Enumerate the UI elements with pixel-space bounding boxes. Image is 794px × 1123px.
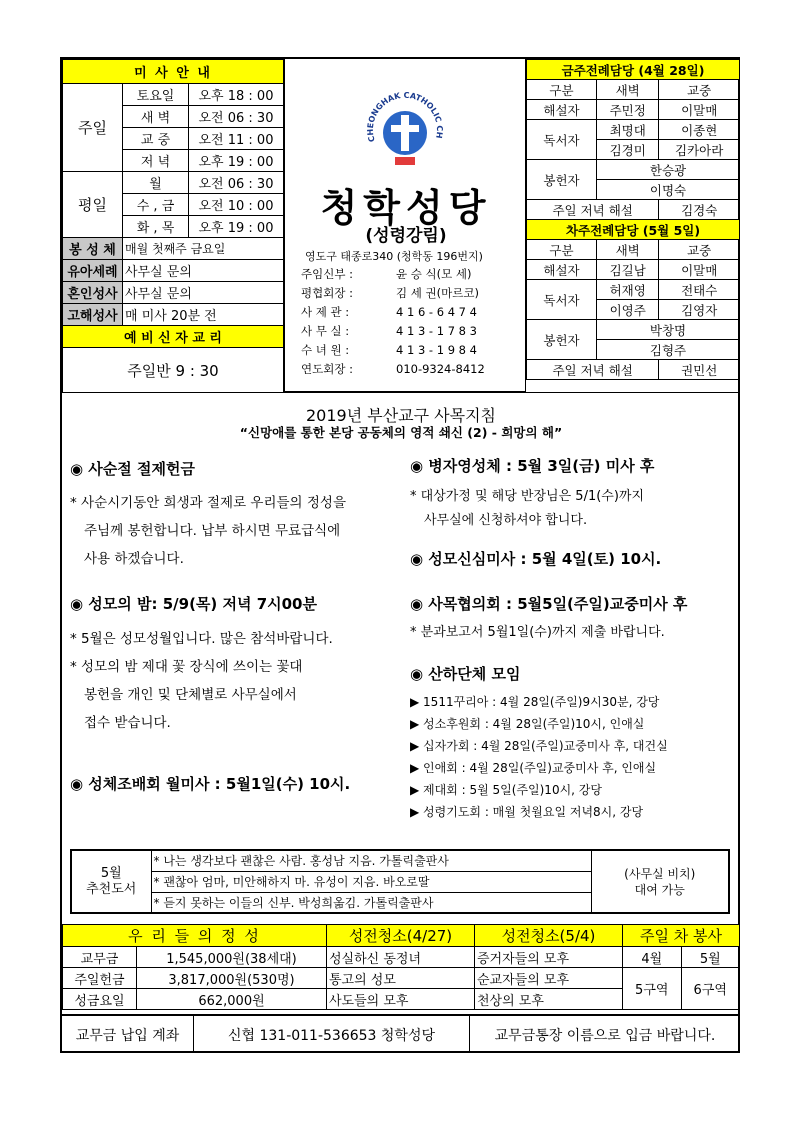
duty-person: 한승광 bbox=[597, 160, 740, 180]
clean1-title: 성전청소(4/27) bbox=[327, 925, 475, 947]
sunday-label: 주일 bbox=[63, 84, 123, 172]
mass-time: 오후 19 : 00 bbox=[189, 150, 284, 172]
mass-day: 월 bbox=[123, 172, 189, 194]
books-note-line: 대여 가능 bbox=[634, 882, 685, 897]
duty-person: 이영주 bbox=[597, 300, 659, 320]
duty-person: 이종현 bbox=[659, 120, 740, 140]
books-label bbox=[71, 850, 151, 913]
mass-day: 화 , 목 bbox=[123, 216, 189, 238]
books-note-line: (사무실 비치) bbox=[624, 866, 696, 881]
offering-label: 교무금 bbox=[63, 947, 137, 968]
book-item: * 괜찮아 엄마, 미안해하지 마. 유성이 지음. 바오로딸 bbox=[151, 871, 591, 892]
notice-text: * 성모의 밤 제대 꽃 장식에 쓰이는 꽃대 bbox=[70, 659, 303, 675]
offering-label: 주일헌금 bbox=[63, 968, 137, 989]
offering-value: 662,000원 bbox=[137, 989, 327, 1010]
book-item: * 나는 생각보다 괜찮은 사람. 홍성남 지음. 가톨릭출판사 bbox=[151, 850, 591, 871]
duty-person: 이말매 bbox=[659, 260, 740, 280]
service-zone: 5구역 bbox=[623, 968, 682, 1010]
group-item: ▶ 1511꾸리아 : 4월 28일(주일)9시30분, 강당 bbox=[410, 695, 660, 709]
payment-footer bbox=[62, 1014, 740, 1053]
notice-text: 주님께 봉헌합니다. 납부 하시면 무료급식에 bbox=[84, 523, 341, 539]
church-logo bbox=[355, 79, 455, 179]
duty-role: 독서자 bbox=[527, 120, 597, 160]
mass-time: 오전 06 : 30 bbox=[189, 106, 284, 128]
duty-head: 새벽 bbox=[597, 240, 659, 260]
notices bbox=[62, 392, 740, 852]
group-item: ▶ 십자가회 : 4월 28일(주일)교중미사 후, 대건실 bbox=[410, 739, 668, 753]
duty-person: 전태수 bbox=[659, 280, 740, 300]
notice-text: 봉헌을 개인 및 단체별로 사무실에서 bbox=[84, 687, 297, 703]
offering-label: 성금요일 bbox=[63, 989, 137, 1010]
duty-role: 봉헌자 bbox=[527, 160, 597, 200]
offering-title: 우 리 들 의 정 성 bbox=[63, 925, 327, 947]
staff-role: 사 제 관 : bbox=[301, 305, 350, 319]
duty-person: 김영자 bbox=[659, 300, 740, 320]
staff-value: 윤 승 식(모 세) bbox=[396, 267, 472, 281]
pastoral-subtitle: “신망애를 통한 본당 공동체의 영적 쇄신 (2) - 희망의 해” bbox=[239, 425, 563, 440]
notice-text: * 대상가정 및 해당 반장님은 5/1(수)까지 bbox=[410, 489, 645, 504]
duty-person: 김카아라 bbox=[659, 140, 740, 160]
next-week-title: 차주전례담당 (5월 5일) bbox=[527, 220, 740, 240]
footer-note: 교무금통장 이름으로 입금 바랍니다. bbox=[494, 1027, 716, 1044]
duty-head: 구분 bbox=[527, 80, 597, 100]
group-item: ▶ 인애회 : 4월 28일(주일)교중미사 후, 인애실 bbox=[410, 761, 657, 775]
catechism-title: 예 비 신 자 교 리 bbox=[63, 326, 284, 348]
group-item: ▶ 제대회 : 5월 5일(주일)10시, 강당 bbox=[410, 783, 602, 797]
clean1-item: 통고의 성모 bbox=[327, 968, 475, 989]
staff-value: 4 1 3 - 1 9 8 4 bbox=[396, 343, 477, 357]
duty-person: 이명숙 bbox=[597, 180, 740, 200]
church-address: 영도구 태종로340 (청학동 196번지) bbox=[305, 250, 483, 263]
group-item: ▶ 성소후원회 : 4월 28일(주일)10시, 인애실 bbox=[410, 717, 645, 731]
staff-role: 수 녀 원 : bbox=[301, 343, 350, 357]
offering-value: 3,817,000원(530명) bbox=[137, 968, 327, 989]
notice-title: ◉ 병자영성체 : 5월 3일(금) 미사 후 bbox=[410, 457, 655, 475]
sacrament-label: 유아세례 bbox=[63, 260, 123, 282]
staff-value: 4 1 6 - 6 4 7 4 bbox=[396, 305, 477, 319]
mass-time: 오후 19 : 00 bbox=[189, 216, 284, 238]
sacrament-value: 매월 첫째주 금요일 bbox=[123, 238, 284, 260]
notice-title: ◉ 사순절 절제헌금 bbox=[70, 460, 195, 478]
service-month: 5월 bbox=[681, 947, 740, 968]
clean2-item: 증거자들의 모후 bbox=[475, 947, 623, 968]
mass-day: 새 벽 bbox=[123, 106, 189, 128]
offering-tables bbox=[62, 924, 740, 1010]
footer-label: 교무금 납입 계좌 bbox=[62, 1016, 194, 1053]
duty-role: 독서자 bbox=[527, 280, 597, 320]
duty-head: 새벽 bbox=[597, 80, 659, 100]
mass-day: 토요일 bbox=[123, 84, 189, 106]
recommended-books bbox=[70, 849, 730, 914]
notice-text: 사무실에 신청하셔야 합니다. bbox=[424, 513, 588, 528]
duty-person: 박창명 bbox=[597, 320, 740, 340]
book-item: * 듣지 못하는 이들의 신부. 박성희옮김. 가톨릭출판사 bbox=[151, 892, 591, 913]
service-zone: 6구역 bbox=[681, 968, 740, 1010]
duty-person: 김형주 bbox=[597, 340, 740, 360]
clean2-item: 천상의 모후 bbox=[475, 989, 623, 1010]
books-label-month: 5월 bbox=[100, 865, 122, 881]
bulletin-frame bbox=[60, 57, 740, 1053]
staff-role: 사 무 실 : bbox=[301, 324, 350, 338]
duty-person: 권민선 bbox=[659, 360, 740, 380]
sacrament-label: 고해성사 bbox=[63, 304, 123, 326]
notice-title: ◉ 사목협의회 : 5월5일(주일)교중미사 후 bbox=[410, 595, 688, 613]
notice-text: 사용 하겠습니다. bbox=[84, 551, 184, 567]
mass-title: 미 사 안 내 bbox=[63, 60, 284, 84]
church-info bbox=[284, 59, 526, 392]
liturgy-duty bbox=[526, 59, 740, 380]
logo-text: CHEONGHAK CATHOLIC CH bbox=[365, 90, 445, 143]
this-week-title: 금주전례담당 (4월 28일) bbox=[527, 60, 740, 80]
footer-account: 신협 131-011-536653 청학성당 bbox=[194, 1016, 470, 1053]
sacrament-value: 사무실 문의 bbox=[123, 282, 284, 304]
duty-person: 김경숙 bbox=[659, 200, 740, 220]
mass-day: 저 녁 bbox=[123, 150, 189, 172]
service-month: 4월 bbox=[623, 947, 682, 968]
catechism-time: 주일반 9 : 30 bbox=[63, 348, 284, 393]
duty-head: 교중 bbox=[659, 240, 740, 260]
weekday-label: 평일 bbox=[63, 172, 123, 238]
duty-role: 해설자 bbox=[527, 100, 597, 120]
notice-text: * 사순시기동안 희생과 절제로 우리들의 정성을 bbox=[70, 495, 346, 511]
staff-value: 4 1 3 - 1 7 8 3 bbox=[396, 324, 477, 338]
sacrament-value: 사무실 문의 bbox=[123, 260, 284, 282]
notice-text: 접수 받습니다. bbox=[84, 715, 171, 731]
notice-text: * 5월은 성모성월입니다. 많은 참석바랍니다. bbox=[70, 631, 333, 647]
sacrament-value: 매 미사 20분 전 bbox=[123, 304, 284, 326]
notice-title: ◉ 성체조배회 월미사 : 5월1일(수) 10시. bbox=[70, 775, 351, 793]
notice-text: * 분과보고서 5월1일(수)까지 제출 바랍니다. bbox=[410, 625, 665, 640]
sacrament-label: 혼인성사 bbox=[63, 282, 123, 304]
pastoral-title: 2019년 부산교구 사목지침 bbox=[306, 406, 496, 425]
notice-title: ◉ 산하단체 모임 bbox=[410, 665, 521, 683]
books-note bbox=[591, 850, 729, 913]
duty-person: 김길남 bbox=[597, 260, 659, 280]
clean1-item: 사도들의 모후 bbox=[327, 989, 475, 1010]
church-name: 청학성당 bbox=[320, 186, 492, 230]
staff-role: 주임신부 : bbox=[301, 267, 353, 281]
notice-title: ◉ 성모신심미사 : 5월 4일(토) 10시. bbox=[410, 550, 662, 568]
service-title: 주일 차 봉사 bbox=[623, 925, 740, 947]
duty-head: 교중 bbox=[659, 80, 740, 100]
offering-value: 1,545,000원(38세대) bbox=[137, 947, 327, 968]
duty-person: 최명대 bbox=[597, 120, 659, 140]
mass-day: 수 , 금 bbox=[123, 194, 189, 216]
staff-value: 010-9324-8412 bbox=[396, 362, 485, 376]
mass-time: 오전 11 : 00 bbox=[189, 128, 284, 150]
church-subtitle: (성령강림) bbox=[365, 226, 447, 246]
mass-time: 오전 06 : 30 bbox=[189, 172, 284, 194]
mass-schedule bbox=[62, 59, 284, 393]
sacrament-label: 봉 성 체 bbox=[63, 238, 123, 260]
duty-person: 허재영 bbox=[597, 280, 659, 300]
notice-title: ◉ 성모의 밤: 5/9(목) 저녁 7시00분 bbox=[70, 595, 317, 613]
clean2-item: 순교자들의 모후 bbox=[475, 968, 623, 989]
duty-head: 구분 bbox=[527, 240, 597, 260]
clean1-item: 성실하신 동정녀 bbox=[327, 947, 475, 968]
mass-time: 오전 10 : 00 bbox=[189, 194, 284, 216]
duty-person: 김경미 bbox=[597, 140, 659, 160]
duty-role: 봉헌자 bbox=[527, 320, 597, 360]
duty-person: 주민정 bbox=[597, 100, 659, 120]
staff-list bbox=[301, 265, 485, 379]
books-label-text: 추천도서 bbox=[86, 881, 137, 897]
group-item: ▶ 성령기도회 : 매월 첫월요일 저녁8시, 강당 bbox=[410, 805, 644, 819]
clean2-title: 성전청소(5/4) bbox=[475, 925, 623, 947]
duty-person: 이말매 bbox=[659, 100, 740, 120]
duty-role: 주일 저녁 해설 bbox=[527, 360, 659, 380]
staff-role: 평협회장 : bbox=[301, 286, 353, 300]
duty-role: 해설자 bbox=[527, 260, 597, 280]
staff-value: 김 세 권(마르코) bbox=[396, 286, 479, 300]
mass-time: 오후 18 : 00 bbox=[189, 84, 284, 106]
mass-day: 교 중 bbox=[123, 128, 189, 150]
staff-role: 연도회장 : bbox=[301, 362, 353, 376]
duty-role: 주일 저녁 해설 bbox=[527, 200, 659, 220]
